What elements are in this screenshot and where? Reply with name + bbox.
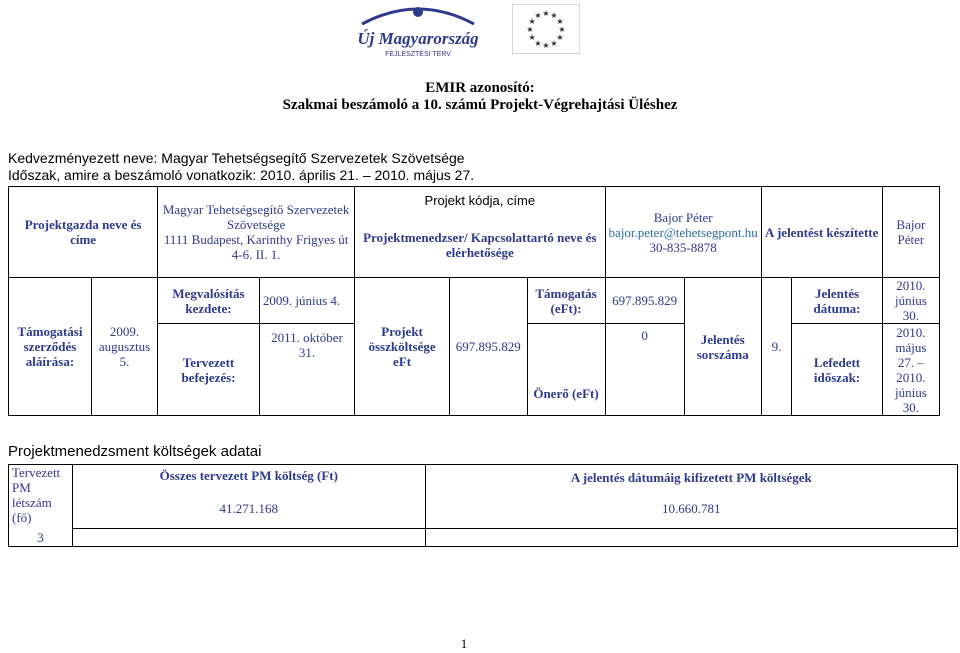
project-code-title: Projekt kódja, címe	[355, 187, 605, 214]
eu-star-icon: ★	[528, 17, 536, 26]
end-value: 2011. október 31.	[259, 324, 354, 416]
manager-email[interactable]: bajor.peter@tehetsegpont.hu	[608, 224, 758, 240]
costs-title: Projektmenedzsment költségek adatai	[8, 443, 262, 460]
eu-star-icon: ★	[528, 33, 536, 42]
owner-name: Magyar Tehetségsegítő Szervezetek Szövetsége	[162, 202, 350, 232]
project-table	[8, 186, 940, 416]
page-number: 1	[460, 636, 468, 651]
costs-table	[8, 464, 958, 547]
eu-star-icon: ★	[526, 25, 534, 34]
manager-phone: 30-835-8878	[649, 239, 717, 255]
emir-label: EMIR azonosító:	[425, 80, 535, 96]
total-cost-value: 697.895.829	[450, 278, 527, 416]
own-value: 0	[605, 324, 684, 416]
beneficiary-line: Kedvezményezett neve: Magyar Tehetségsegítő Szervezetek Szövetsége	[8, 150, 465, 166]
paid-cell	[425, 465, 957, 529]
planned-value: 41.271.168	[219, 501, 279, 516]
staff-label: Tervezett PM létszám (fő)	[9, 465, 73, 529]
period-line: Időszak, amire a beszámoló vonatkozik: 2010. április 21. – 2010. május 27.	[8, 167, 475, 183]
own-label: Önerő (eFt)	[527, 324, 605, 416]
svg-text:Új Magyarország: Új Magyarország	[357, 29, 479, 48]
owner-address: 1111 Budapest, Karinthy Frigyes út 4-6. II. 1.	[163, 232, 349, 262]
eu-flag-logo	[512, 4, 580, 54]
end-label: Tervezett befejezés:	[158, 324, 260, 416]
paid-value: 10.660.781	[662, 501, 721, 516]
owner-cell	[158, 187, 355, 278]
paid-empty-cell	[425, 529, 957, 547]
manager-cell	[605, 187, 761, 278]
report-date-value: 2010. június 30.	[882, 278, 939, 324]
manager-label: Projektmenedzser/ Kapcsolattartó neve és elérhetősége	[355, 214, 605, 278]
eu-star-icon: ★	[534, 11, 542, 21]
uj-magyarorszag-logo	[348, 0, 488, 62]
total-cost-label: Projekt összköltsége eFt	[355, 278, 450, 416]
period-label: Lefedett időszak:	[792, 324, 882, 416]
eu-star-icon: ★	[542, 9, 550, 18]
start-label: Megvalósítás kezdete:	[158, 278, 260, 324]
report-no-label: Jelentés sorszáma	[684, 278, 761, 416]
staff-value: 3	[9, 529, 73, 547]
eu-star-icon: ★	[542, 41, 550, 50]
planned-empty-cell	[72, 529, 425, 547]
report-by-label: A jelentést készítette	[761, 187, 882, 278]
eu-star-icon: ★	[550, 11, 558, 21]
eu-star-icon: ★	[556, 17, 564, 26]
report-title: Szakmai beszámoló a 10. számú Projekt-Végrehajtási Üléshez	[282, 97, 678, 113]
grant-label: Támogatás (eFt):	[527, 278, 605, 324]
report-by-value: Bajor Péter	[882, 187, 939, 278]
report-date-label: Jelentés dátuma:	[792, 278, 882, 324]
paid-label: A jelentés dátumáig kifizetett PM költségek	[570, 470, 812, 485]
owner-label: Projektgazda neve és címe	[9, 187, 158, 278]
manager-name: Bajor Péter	[653, 209, 713, 225]
planned-cell	[72, 465, 425, 529]
svg-text:FEJLESZTÉSI TERV: FEJLESZTÉSI TERV	[385, 51, 451, 58]
eu-star-icon: ★	[556, 33, 564, 42]
start-value: 2009. június 4.	[259, 278, 354, 324]
contract-label: Támogatási szerződés aláírása:	[9, 278, 92, 416]
period-value: 2010. május 27. – 2010. június 30.	[882, 324, 939, 416]
planned-label: Összes tervezett PM költség (Ft)	[159, 468, 338, 483]
eu-star-icon: ★	[558, 25, 566, 34]
report-no-value: 9.	[761, 278, 792, 416]
grant-value: 697.895.829	[605, 278, 684, 324]
eu-star-icon: ★	[534, 38, 542, 48]
contract-date: 2009. augusztus 5.	[91, 278, 157, 416]
eu-star-icon: ★	[550, 38, 558, 48]
